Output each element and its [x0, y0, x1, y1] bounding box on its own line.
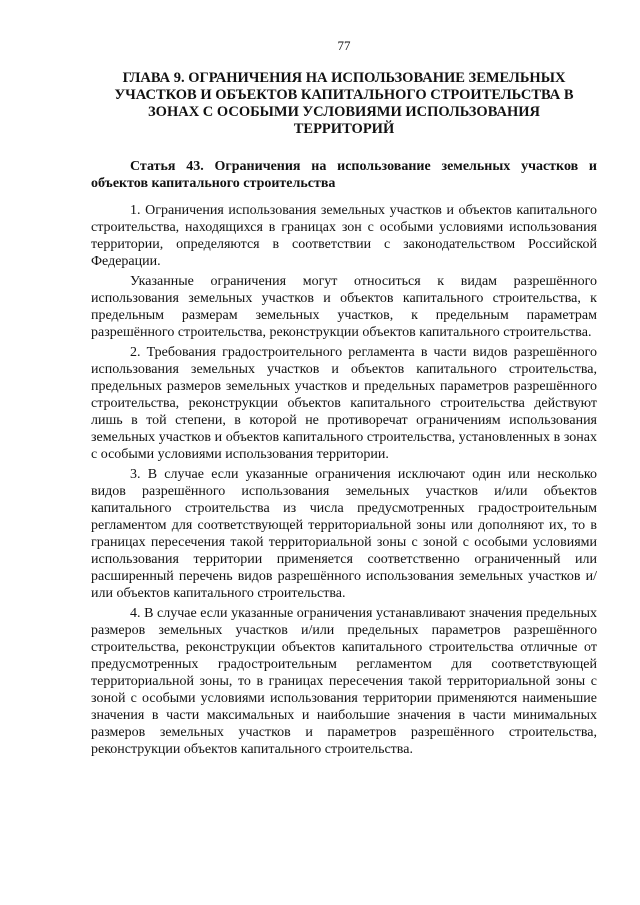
paragraph-3: 3. В случае если указанные ограничения исключают один или несколько видов разрешённого использования земельных участков и/или объектов капитального строительства из числа предусмотренных градостроительным регламентом для соответствующей территориальной зоны или дополняют их, то в границах пересечения такой территориальной зоны с зоной с особыми условиями использования территории применяется соответственно ограниченный или расширенный перечень видов разрешённого использования земельных участков и/или объектов капитального строительства. [91, 467, 597, 601]
paragraph-1-continued: Указанные ограничения могут относиться к видам разрешённого использования земельных участков и объектов капитального строительства, к предельным размерам земельных участков, к предельным параметрам разрешённого строительства, реконструкции объектов капитального строительства. [91, 274, 597, 340]
document-page [91, 38, 597, 761]
page-number: 77 [337, 38, 351, 53]
paragraph-4: 4. В случае если указанные ограничения устанавливают значения предельных размеров земельных участков и/или предельных параметров разрешённого строительства, реконструкции объектов капитального строительства отличные от предусмотренных градостроительным регламентом для соответствующей территориальной зоны, то в границах пересечения такой территориальной зоны с зоной с особыми условиями использования территории применяются наименьшие значения в части максимальных и наибольшие значения в части минимальных размеров земельных участков и параметров разрешённого строительства, реконструкции объектов капитального строительства. [91, 606, 597, 757]
chapter-title: ГЛАВА 9. ОГРАНИЧЕНИЯ НА ИСПОЛЬЗОВАНИЕ ЗЕМЕЛЬНЫХ УЧАСТКОВ И ОБЪЕКТОВ КАПИТАЛЬНОГО СТРОИТЕЛЬСТВА В ЗОНАХ С ОСОБЫМИ УСЛОВИЯМИ ИСПОЛЬЗОВАНИЯ ТЕРРИТОРИЙ [114, 70, 574, 137]
article-title: Статья 43. Ограничения на использование земельных участков и объектов капитального строительства [91, 159, 597, 191]
paragraph-2: 2. Требования градостроительного регламента в части видов разрешённого использования земельных участков и объектов капитального строительства, предельных размеров земельных участков и предельных параметров разрешённого строительства, реконструкции объектов капитального строительства действуют лишь в той степени, в которой не противоречат ограничениям использования земельных участков и объектов капитального строительства, установленных в зонах с особыми условиями использования территории. [91, 345, 597, 462]
paragraph-1: 1. Ограничения использования земельных участков и объектов капитального строительства, находящихся в границах зон с особыми условиями использования территории, определяются в соответствии с законодательством Российской Федерации. [91, 203, 597, 269]
